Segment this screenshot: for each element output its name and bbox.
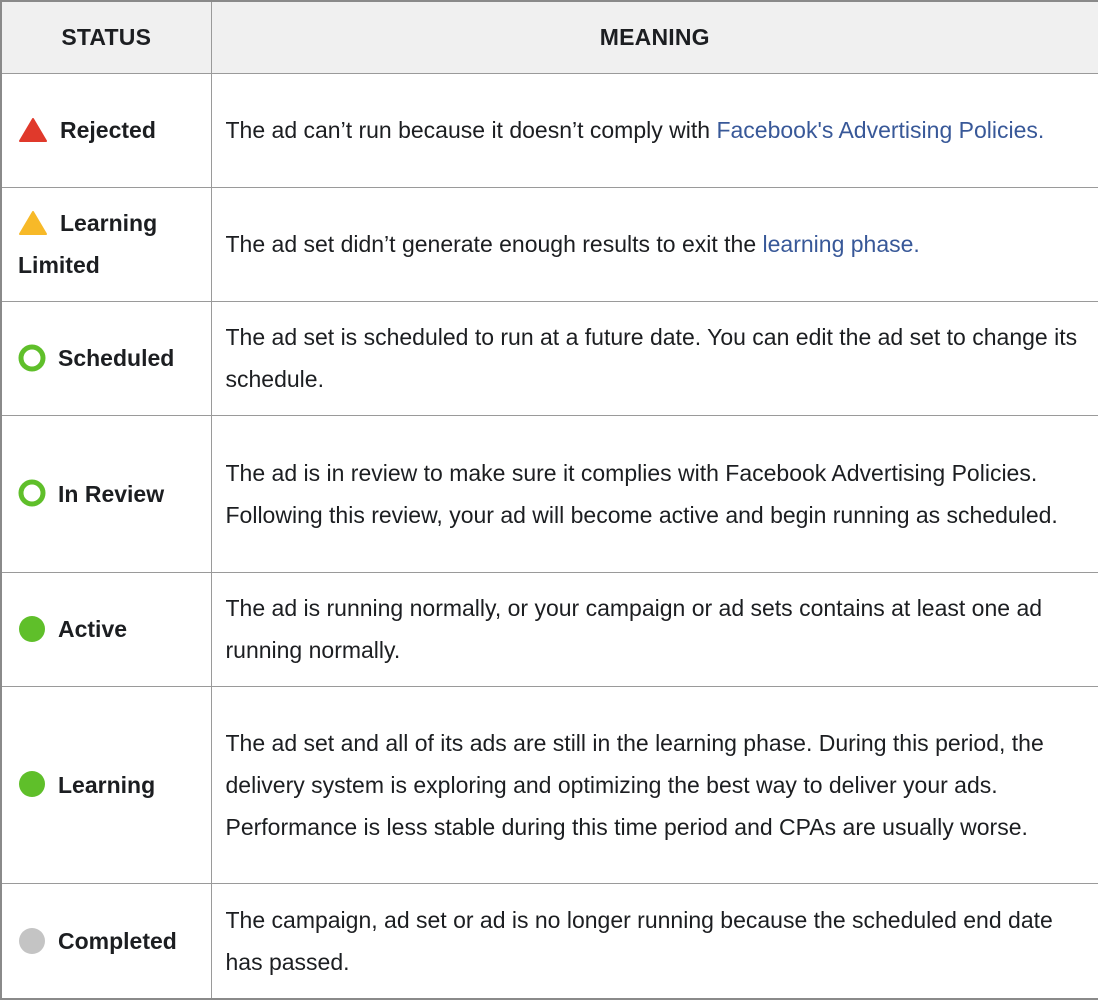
status-cell-learning [1, 686, 211, 883]
status-label: Learning Limited [18, 210, 158, 278]
meaning-cell-rejected [211, 73, 1098, 187]
status-cell-learning-limited [1, 187, 211, 301]
yellow-triangle-icon [18, 210, 48, 236]
table-row [1, 301, 1098, 415]
meaning-text: The ad set didn’t generate enough results to exit the [225, 231, 763, 257]
table-row [1, 883, 1098, 999]
table-row [1, 572, 1098, 686]
table-row [1, 187, 1098, 301]
status-cell-in-review [1, 415, 211, 572]
green-dot-icon [18, 770, 46, 798]
status-label: Active [58, 616, 128, 642]
status-label: Learning [58, 771, 156, 798]
table-row [1, 686, 1098, 883]
table-row [1, 415, 1098, 572]
status-label: Completed [58, 927, 177, 954]
status-label: In Review [58, 480, 165, 507]
status-label: Rejected [60, 117, 156, 143]
learning-phase-link[interactable]: learning phase. [762, 231, 920, 257]
meaning-column-header: MEANING [211, 1, 1098, 73]
status-cell-scheduled [1, 301, 211, 415]
meaning-cell-in-review: The ad is in review to make sure it complies with Facebook Advertising Policies. Following this review, your ad will become active and begin running as scheduled. [211, 415, 1098, 572]
meaning-cell-active: The ad is running normally, or your campaign or ad sets contains at least one ad running normally. [211, 572, 1098, 686]
status-cell-active [1, 572, 211, 686]
status-column-header: STATUS [1, 1, 211, 73]
status-label: Scheduled [58, 345, 175, 371]
status-cell-completed [1, 883, 211, 999]
green-dot-icon [18, 615, 46, 643]
status-cell-rejected [1, 73, 211, 187]
meaning-text: The ad can’t run because it doesn’t comply with [225, 117, 717, 143]
table-header-row [1, 1, 1098, 73]
advertising-policies-link[interactable]: Facebook's Advertising Policies. [716, 117, 1045, 143]
meaning-cell-learning: The ad set and all of its ads are still in the learning phase. During this period, the delivery system is exploring and optimizing the best way to deliver your ads. Performance is less stable during this time period and CPAs are usually worse. [211, 686, 1098, 883]
table-row [1, 73, 1098, 187]
green-ring-icon [18, 479, 46, 507]
green-ring-icon [18, 344, 46, 372]
red-triangle-icon [18, 117, 48, 143]
meaning-cell-completed: The campaign, ad set or ad is no longer running because the scheduled end date has passed. [211, 883, 1098, 999]
meaning-cell-scheduled: The ad set is scheduled to run at a future date. You can edit the ad set to change its schedule. [211, 301, 1098, 415]
meaning-cell-learning-limited [211, 187, 1098, 301]
gray-dot-icon [18, 927, 46, 955]
